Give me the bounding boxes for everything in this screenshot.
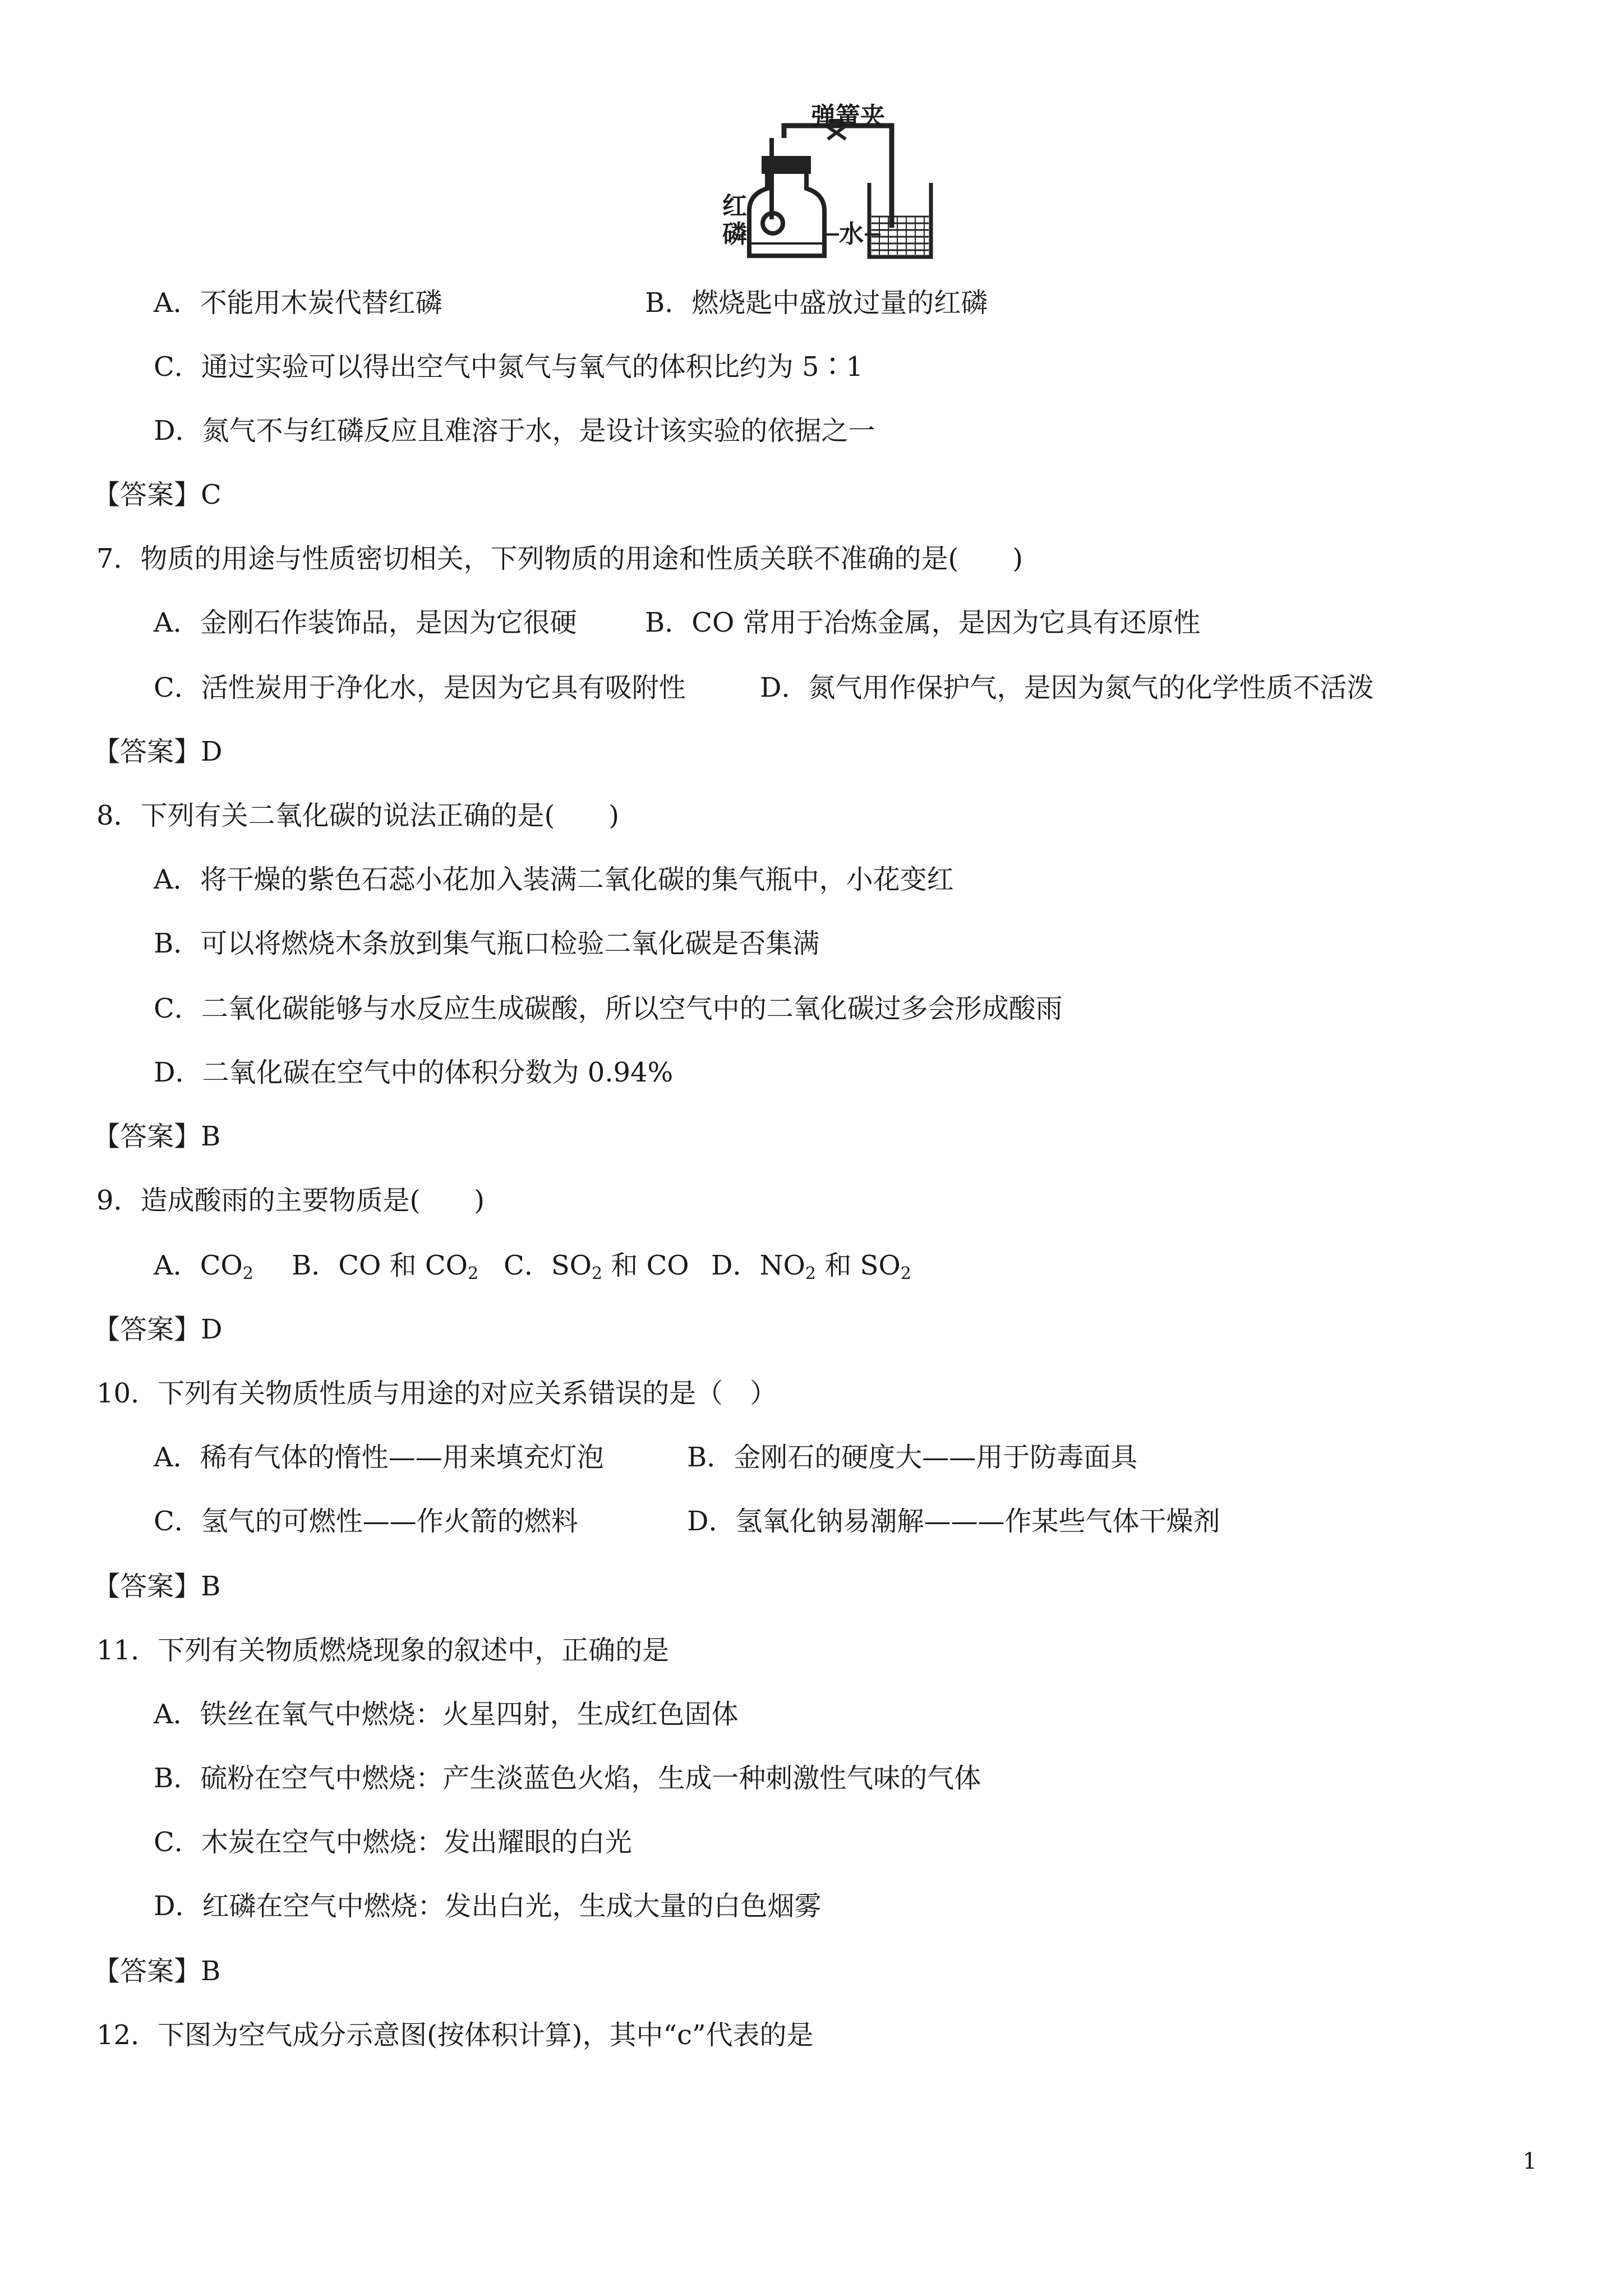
q7-option-b: B．CO 常用于冶炼金属，是因为它具有还原性 — [645, 607, 1201, 638]
q10-stem: 10．下列有关物质性质与用途的对应关系错误的是（ ） — [96, 1378, 777, 1409]
q7-answer: 【答案】D — [93, 736, 223, 767]
q6-option-a: A．不能用木炭代替红磷 — [154, 287, 442, 319]
q9-option-c: C．$SO_2$ 和 CO — [504, 1250, 689, 1283]
q8-option-b: B．可以将燃烧木条放到集气瓶口检验二氧化碳是否集满 — [154, 928, 820, 959]
q8-option-c: C．二氧化碳能够与水反应生成碳酸，所以空气中的二氧化碳过多会形成酸雨 — [154, 993, 1063, 1024]
q10-answer: 【答案】B — [93, 1571, 221, 1602]
label-clip: 弹簧夹 — [811, 102, 885, 131]
q11-option-d: D．红磷在空气中燃烧：发出白光，生成大量的白色烟雾 — [154, 1890, 822, 1922]
label-phosphorus: 磷 — [722, 220, 747, 249]
q10-option-d: D．氢氧化钠易潮解———作某些气体干燥剂 — [687, 1506, 1220, 1537]
label-water: 水 — [839, 220, 864, 249]
q9-option-a: A．$CO_2$ — [154, 1250, 253, 1283]
q10-option-c: C．氢气的可燃性——作火箭的燃料 — [154, 1506, 578, 1537]
q11-stem: 11．下列有关物质燃烧现象的叙述中，正确的是 — [96, 1635, 670, 1666]
q6-answer: 【答案】C — [93, 479, 222, 510]
q11-option-a: A．铁丝在氧气中燃烧：火星四射，生成红色固体 — [154, 1699, 739, 1730]
q11-option-c: C．木炭在空气中燃烧：发出耀眼的白光 — [154, 1826, 632, 1858]
q8-option-a: A．将干燥的紫色石蕊小花加入装满二氧化碳的集气瓶中，小花变红 — [154, 864, 954, 895]
q8-option-d: D．二氧化碳在空气中的体积分数为 0.94% — [154, 1057, 674, 1088]
q8-stem: 8．下列有关二氧化碳的说法正确的是( ) — [96, 800, 619, 831]
page-number: 1 — [1523, 2148, 1537, 2174]
q10-option-a: A．稀有气体的惰性——用来填充灯泡 — [154, 1442, 604, 1473]
label-red: 红 — [722, 192, 747, 220]
q6-option-b: B．燃烧匙中盛放过量的红磷 — [645, 287, 988, 319]
q7-option-d: D．氮气用作保护气，是因为氮气的化学性质不活泼 — [760, 672, 1374, 703]
q9-answer: 【答案】D — [93, 1314, 223, 1345]
q7-option-a: A．金刚石作装饰品，是因为它很硬 — [154, 607, 577, 638]
apparatus-figure — [722, 104, 935, 267]
q6-option-d: D．氮气不与红磷反应且难溶于水，是设计该实验的依据之一 — [154, 415, 875, 447]
q10-option-b: B．金刚石的硬度大——用于防毒面具 — [687, 1442, 1138, 1473]
q9-option-b: B．CO 和 $CO_2$ — [292, 1250, 479, 1283]
q6-option-c: C．通过实验可以得出空气中氮气与氧气的体积比约为 5∶1 — [154, 351, 864, 383]
q7-option-c: C．活性炭用于净化水，是因为它具有吸附性 — [154, 672, 686, 703]
q7-stem: 7．物质的用途与性质密切相关，下列物质的用途和性质关联不准确的是( ) — [96, 543, 1023, 574]
q8-answer: 【答案】B — [93, 1121, 221, 1152]
q11-answer: 【答案】B — [93, 1955, 221, 1987]
q12-stem: 12．下图为空气成分示意图(按体积计算)，其中“c”代表的是 — [96, 2019, 814, 2051]
q9-option-d: D．$NO_2$ 和 $SO_2$ — [711, 1250, 911, 1283]
q11-option-b: B．硫粉在空气中燃烧：产生淡蓝色火焰，生成一种刺激性气味的气体 — [154, 1763, 981, 1794]
q9-stem: 9．造成酸雨的主要物质是( ) — [96, 1185, 485, 1216]
